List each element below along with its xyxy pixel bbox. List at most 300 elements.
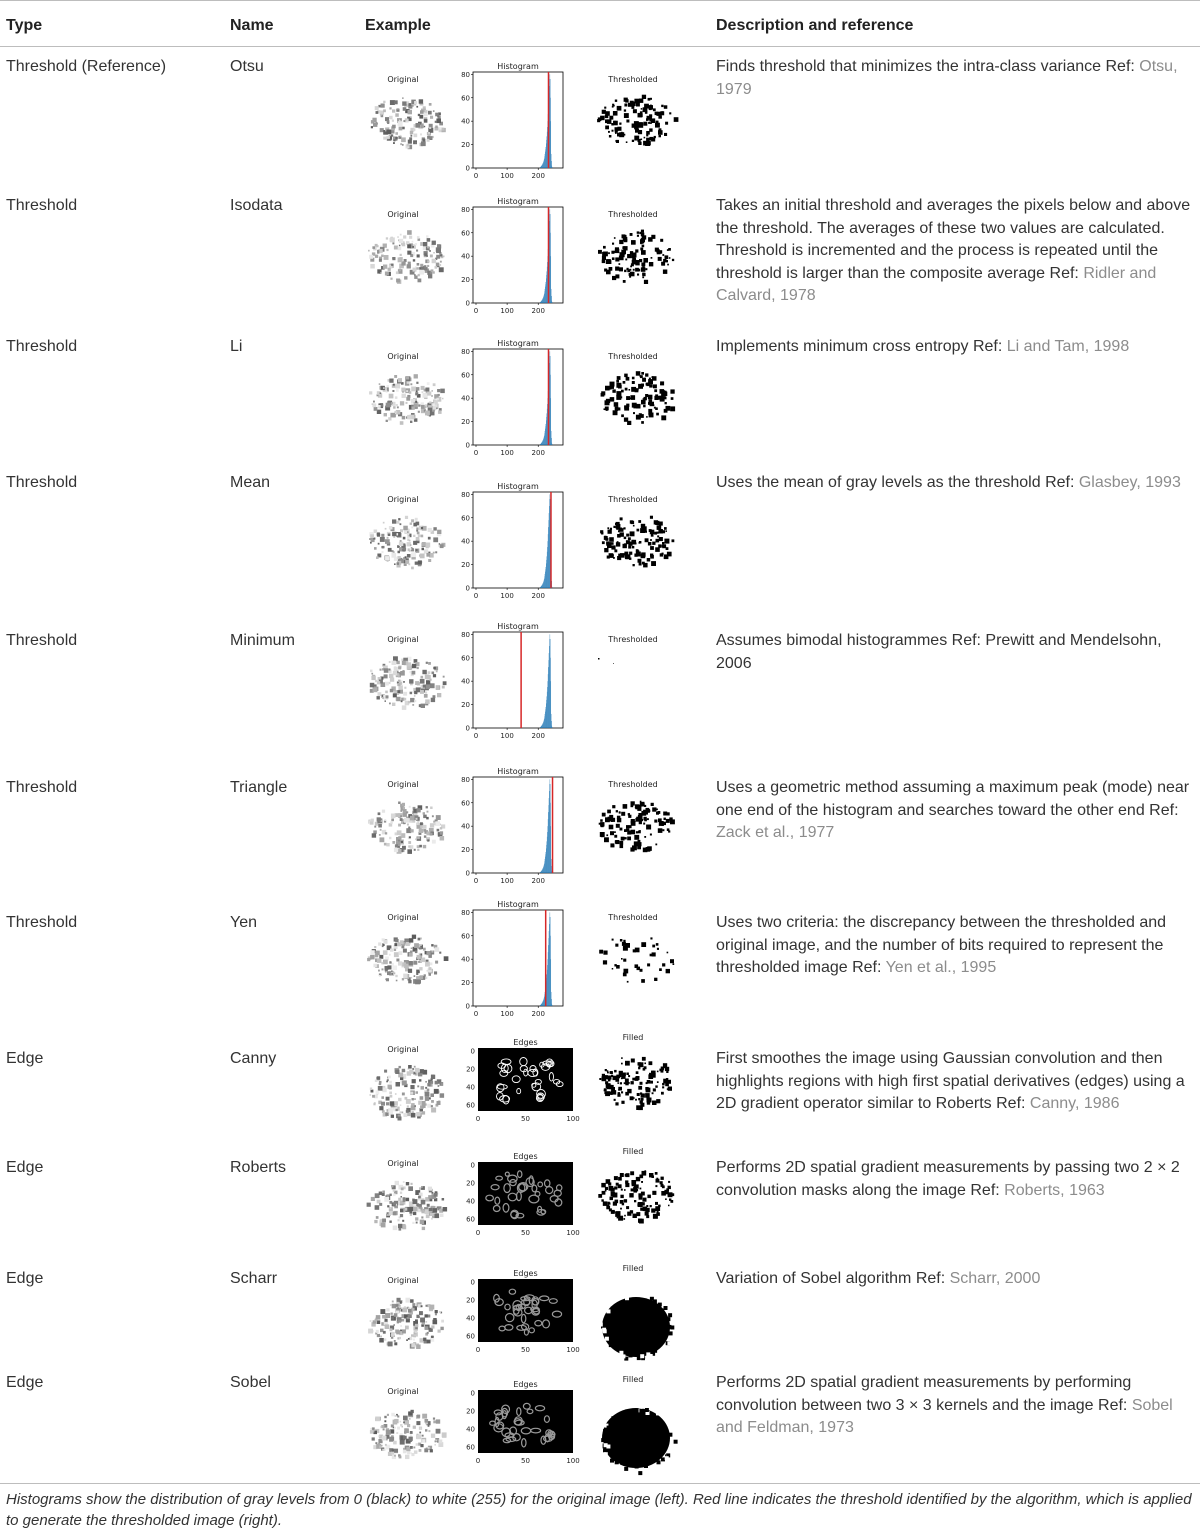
- image-pixel: [439, 264, 441, 266]
- image-pixel: [427, 392, 431, 396]
- image-pixel: [641, 139, 643, 141]
- image-pixel: [636, 831, 638, 833]
- image-pixel: [416, 528, 418, 530]
- image-pixel: [380, 669, 382, 671]
- image-pixel: [427, 1332, 429, 1334]
- image-pixel: [616, 824, 620, 828]
- image-pixel: [624, 969, 629, 974]
- image-pixel: [405, 1326, 409, 1330]
- image-pixel: [658, 544, 661, 547]
- image-pixel: [396, 1109, 398, 1111]
- image-pixel: [382, 1191, 385, 1194]
- image-pixel: [383, 1331, 386, 1334]
- image-pixel: [372, 833, 376, 837]
- image-pixel: [406, 390, 408, 392]
- row-name: Isodata: [230, 197, 283, 214]
- image-pixel: [384, 1338, 386, 1340]
- image-pixel: [432, 271, 434, 273]
- image-pixel: [437, 116, 439, 118]
- image-pixel: [410, 1214, 412, 1216]
- row-description: [716, 777, 1194, 845]
- image-pixel: [384, 819, 386, 821]
- image-pixel: [389, 1111, 393, 1115]
- image-pixel: [601, 532, 603, 534]
- image-pixel: [662, 829, 664, 831]
- y-tick-label: 80: [461, 490, 470, 499]
- image-pixel: [416, 823, 419, 826]
- image-pixel: [641, 979, 645, 983]
- image-pixel: [427, 265, 429, 267]
- reference-link[interactable]: Roberts, 1963: [1004, 1181, 1105, 1199]
- image-pixel: [395, 844, 398, 847]
- image-pixel: [656, 532, 658, 534]
- image-pixel: [601, 1438, 605, 1442]
- x-tick-label: 0: [473, 592, 479, 600]
- x-tick-label: 50: [521, 1346, 530, 1354]
- example-figure: [360, 763, 700, 885]
- image-pixel: [621, 1354, 625, 1358]
- image-pixel: [652, 376, 657, 381]
- image-pixel: [609, 267, 613, 271]
- image-pixel: [674, 117, 679, 122]
- image-pixel: [630, 272, 635, 277]
- image-pixel: [415, 1319, 418, 1322]
- image-pixel: [633, 412, 635, 414]
- image-pixel: [635, 964, 639, 968]
- image-pixel: [402, 846, 406, 850]
- image-pixel: [603, 1429, 607, 1433]
- image-pixel: [408, 262, 411, 265]
- image-pixel: [432, 259, 437, 264]
- image-pixel: [398, 1219, 400, 1221]
- image-pixel: [398, 802, 401, 805]
- image-pixel: [384, 668, 389, 673]
- image-pixel: [436, 815, 441, 820]
- image-pixel: [607, 259, 611, 263]
- image-pixel: [639, 805, 641, 807]
- image-pixel: [639, 830, 641, 832]
- image-pixel: [416, 1345, 421, 1350]
- image-pixel: [433, 527, 436, 530]
- image-pixel: [418, 411, 420, 413]
- image-pixel: [644, 1464, 648, 1468]
- image-pixel: [626, 1073, 629, 1076]
- image-pixel: [380, 114, 382, 116]
- image-pixel: [607, 527, 609, 529]
- image-pixel: [391, 1332, 395, 1336]
- image-pixel: [621, 1101, 624, 1104]
- image-pixel: [638, 1098, 640, 1100]
- edges-image: [478, 1279, 573, 1342]
- image-pixel: [621, 1091, 623, 1093]
- image-pixel: [643, 848, 648, 853]
- image-pixel: [643, 405, 646, 408]
- image-pixel: [649, 128, 652, 131]
- image-pixel: [384, 255, 389, 260]
- image-pixel: [393, 406, 396, 409]
- image-pixel: [391, 1424, 394, 1427]
- image-pixel: [391, 1185, 393, 1187]
- image-pixel: [416, 976, 419, 979]
- image-pixel: [407, 533, 410, 536]
- image-pixel: [420, 1427, 422, 1429]
- image-pixel: [381, 1102, 385, 1106]
- image-pixel: [417, 1415, 420, 1418]
- image-pixel: [372, 1095, 375, 1098]
- image-pixel: [420, 1444, 423, 1447]
- image-pixel: [605, 126, 609, 130]
- reference-link[interactable]: Zack et al., 1977: [716, 824, 835, 841]
- example-figure: [360, 193, 700, 315]
- image-pixel: [431, 1075, 435, 1079]
- image-pixel: [416, 387, 420, 391]
- image-pixel: [659, 396, 663, 400]
- image-pixel: [431, 944, 433, 946]
- image-pixel: [641, 238, 645, 242]
- image-pixel: [385, 832, 387, 834]
- image-pixel: [655, 394, 658, 397]
- image-pixel: [419, 953, 421, 955]
- image-pixel: [613, 526, 615, 528]
- image-pixel: [641, 1093, 645, 1097]
- header-example: Example: [365, 17, 431, 34]
- image-pixel: [396, 279, 400, 283]
- reference-link[interactable]: Scharr, 2000: [949, 1270, 1041, 1287]
- image-pixel: [397, 1415, 399, 1417]
- y-tick-label: 20: [461, 701, 470, 710]
- image-pixel: [413, 1447, 415, 1449]
- image-pixel: [645, 111, 648, 114]
- image-pixel: [416, 123, 421, 128]
- y-tick-label: 60: [466, 1332, 475, 1341]
- image-pixel: [382, 551, 384, 553]
- image-pixel: [409, 1070, 413, 1074]
- image-pixel: [400, 1209, 403, 1212]
- image-pixel: [427, 246, 429, 248]
- image-pixel: [377, 533, 380, 536]
- x-tick-label: 0: [475, 1115, 481, 1123]
- image-pixel: [394, 375, 397, 378]
- image-pixel: [627, 254, 631, 258]
- image-pixel: [614, 1099, 616, 1101]
- image-pixel: [401, 382, 404, 385]
- image-pixel: [402, 144, 404, 146]
- image-pixel: [438, 410, 442, 414]
- image-pixel: [395, 132, 398, 135]
- image-pixel: [415, 681, 419, 685]
- image-pixel: [395, 1093, 397, 1095]
- image-pixel: [418, 1196, 421, 1199]
- image-pixel: [415, 243, 417, 245]
- image-pixel: [640, 1208, 643, 1211]
- original-image: [369, 374, 445, 425]
- image-pixel: [402, 394, 406, 398]
- reference-link[interactable]: Otsu, 1979: [716, 58, 1178, 98]
- y-tick-label: 0: [470, 1278, 475, 1287]
- image-pixel: [386, 1102, 389, 1105]
- image-pixel: [420, 822, 423, 825]
- image-pixel: [617, 1094, 620, 1097]
- image-pixel: [413, 259, 415, 261]
- image-pixel: [626, 1206, 629, 1209]
- histogram-chart: [461, 62, 563, 180]
- y-tick-label: 0: [465, 869, 470, 878]
- image-pixel: [383, 944, 385, 946]
- image-pixel: [635, 268, 639, 272]
- image-pixel: [371, 819, 374, 822]
- image-pixel: [425, 543, 430, 548]
- image-pixel: [371, 673, 373, 675]
- x-tick-label: 0: [473, 732, 479, 740]
- original-title: Original: [387, 1045, 419, 1054]
- example-figure: [360, 896, 700, 1018]
- y-tick-label: 80: [461, 70, 470, 79]
- image-pixel: [436, 398, 439, 401]
- image-pixel: [644, 280, 648, 284]
- image-pixel: [639, 1175, 643, 1179]
- image-pixel: [431, 1434, 435, 1438]
- image-pixel: [437, 389, 440, 392]
- image-pixel: [620, 517, 623, 520]
- image-pixel: [411, 977, 413, 979]
- image-pixel: [607, 1426, 611, 1430]
- image-pixel: [630, 1171, 634, 1175]
- image-pixel: [410, 671, 412, 673]
- image-pixel: [406, 811, 408, 813]
- image-pixel: [635, 388, 637, 390]
- image-pixel: [430, 1213, 433, 1216]
- image-pixel: [439, 1209, 443, 1213]
- reference-link[interactable]: Li and Tam, 1998: [1006, 338, 1130, 355]
- image-pixel: [626, 396, 630, 400]
- x-tick-label: 200: [531, 732, 545, 740]
- image-pixel: [655, 1172, 658, 1175]
- image-pixel: [657, 1460, 661, 1464]
- image-pixel: [399, 269, 402, 272]
- original-title: Original: [387, 1159, 419, 1168]
- y-tick-label: 0: [465, 164, 470, 173]
- reference-link[interactable]: Glasbey, 1993: [1078, 474, 1181, 491]
- image-pixel: [615, 1460, 619, 1464]
- image-pixel: [612, 389, 615, 392]
- image-pixel: [429, 136, 432, 139]
- image-pixel: [379, 1203, 382, 1206]
- image-pixel: [413, 1212, 416, 1215]
- image-pixel: [608, 1182, 611, 1185]
- image-pixel: [392, 242, 394, 244]
- image-pixel: [392, 965, 397, 970]
- row-type: Threshold: [6, 474, 78, 491]
- image-pixel: [659, 250, 663, 254]
- image-pixel: [414, 691, 417, 694]
- image-pixel: [418, 274, 420, 276]
- reference-link[interactable]: Sobel and Feldman, 1973: [716, 1396, 1173, 1436]
- image-pixel: [400, 1214, 403, 1217]
- image-pixel: [613, 121, 618, 126]
- image-pixel: [600, 822, 604, 826]
- image-pixel: [421, 1305, 423, 1307]
- image-pixel: [665, 122, 668, 125]
- image-pixel: [651, 1175, 654, 1178]
- image-pixel: [410, 548, 412, 550]
- image-pixel: [376, 111, 379, 114]
- image-pixel: [615, 1102, 618, 1105]
- image-pixel: [598, 658, 600, 660]
- image-pixel: [601, 391, 605, 395]
- image-pixel: [385, 1313, 390, 1318]
- image-pixel: [641, 819, 643, 821]
- image-pixel: [637, 529, 640, 532]
- image-pixel: [611, 1192, 615, 1196]
- image-pixel: [418, 535, 421, 538]
- image-pixel: [402, 416, 406, 420]
- histogram-title: Histogram: [497, 622, 539, 631]
- image-pixel: [614, 1176, 618, 1180]
- image-pixel: [388, 534, 391, 537]
- image-pixel: [391, 1452, 394, 1455]
- image-pixel: [623, 280, 626, 283]
- image-pixel: [425, 1097, 429, 1101]
- image-pixel: [604, 1443, 608, 1447]
- image-pixel: [403, 807, 405, 809]
- image-pixel: [413, 961, 417, 965]
- description-text: Uses a geometric method assuming a maximum peak (mode) near one end of the histogram and searches toward the other end Ref:: [716, 779, 1190, 819]
- image-pixel: [599, 1323, 603, 1327]
- image-pixel: [370, 955, 375, 960]
- image-pixel: [626, 825, 629, 828]
- image-pixel: [630, 395, 635, 400]
- image-pixel: [657, 535, 659, 537]
- image-pixel: [656, 1179, 660, 1183]
- image-pixel: [667, 828, 670, 831]
- image-pixel: [416, 267, 419, 270]
- image-pixel: [648, 122, 650, 124]
- x-tick-label: 200: [531, 1010, 545, 1018]
- image-pixel: [390, 1328, 393, 1331]
- reference-link[interactable]: Ridler and Calvard, 1978: [716, 264, 1157, 304]
- image-pixel: [651, 534, 654, 537]
- row-description: [716, 630, 1194, 675]
- image-pixel: [617, 816, 621, 820]
- image-pixel: [654, 389, 657, 392]
- image-pixel: [650, 1205, 652, 1207]
- image-pixel: [371, 676, 375, 680]
- image-pixel: [618, 1184, 622, 1188]
- image-pixel: [424, 267, 427, 270]
- image-pixel: [650, 402, 655, 407]
- image-pixel: [417, 236, 420, 239]
- image-pixel: [425, 1419, 429, 1423]
- image-pixel: [374, 946, 376, 948]
- image-pixel: [624, 829, 627, 832]
- image-pixel: [400, 401, 404, 405]
- image-pixel: [422, 1101, 426, 1105]
- image-pixel: [401, 1112, 403, 1114]
- image-pixel: [426, 235, 429, 238]
- image-pixel: [650, 105, 652, 107]
- y-tick-label: 40: [461, 394, 470, 403]
- image-pixel: [421, 1086, 425, 1090]
- image-pixel: [655, 547, 660, 552]
- image-pixel: [379, 955, 383, 959]
- image-pixel: [610, 831, 614, 835]
- image-pixel: [394, 952, 399, 957]
- image-pixel: [377, 817, 381, 821]
- image-pixel: [394, 1427, 396, 1429]
- image-pixel: [441, 1083, 443, 1085]
- image-pixel: [651, 1071, 654, 1074]
- image-pixel: [436, 686, 439, 689]
- image-pixel: [414, 1066, 416, 1068]
- y-tick-label: 20: [461, 561, 470, 570]
- image-pixel: [632, 845, 637, 850]
- image-pixel: [604, 1088, 607, 1091]
- filled-image: [600, 1408, 678, 1475]
- image-pixel: [432, 840, 436, 844]
- image-pixel: [645, 1208, 649, 1212]
- image-pixel: [388, 417, 391, 420]
- image-pixel: [406, 1198, 410, 1202]
- row-description: [716, 1268, 1194, 1291]
- image-pixel: [407, 1317, 409, 1319]
- image-pixel: [605, 1081, 608, 1084]
- image-pixel: [443, 1207, 448, 1212]
- image-pixel: [413, 1426, 416, 1429]
- image-pixel: [614, 831, 616, 833]
- filled-title: Filled: [622, 1147, 644, 1156]
- row-name: Minimum: [230, 632, 295, 649]
- image-pixel: [635, 1099, 637, 1101]
- image-pixel: [616, 259, 618, 261]
- image-pixel: [661, 111, 663, 113]
- image-pixel: [383, 960, 388, 965]
- row-type: Edge: [6, 1270, 44, 1287]
- reference-link[interactable]: Yen et al., 1995: [885, 959, 997, 976]
- image-pixel: [641, 230, 644, 233]
- image-pixel: [413, 128, 416, 131]
- image-pixel: [423, 812, 425, 814]
- image-pixel: [387, 1213, 389, 1215]
- image-pixel: [603, 252, 608, 257]
- image-pixel: [392, 550, 394, 552]
- image-pixel: [637, 231, 639, 233]
- image-pixel: [419, 99, 423, 103]
- x-tick-label: 200: [531, 877, 545, 885]
- image-pixel: [369, 1094, 371, 1096]
- image-pixel: [607, 119, 612, 124]
- image-pixel: [412, 935, 416, 939]
- x-tick-label: 50: [521, 1229, 530, 1237]
- reference-link[interactable]: Canny, 1986: [1029, 1095, 1120, 1112]
- y-tick-label: 60: [461, 371, 470, 380]
- x-tick-label: 0: [475, 1457, 481, 1465]
- image-pixel: [417, 667, 419, 669]
- image-pixel: [630, 1096, 634, 1100]
- image-pixel: [665, 1198, 667, 1200]
- image-pixel: [379, 259, 382, 262]
- image-pixel: [417, 825, 421, 829]
- image-pixel: [625, 1079, 629, 1083]
- image-pixel: [638, 840, 641, 843]
- image-pixel: [379, 1081, 382, 1084]
- image-pixel: [605, 1337, 609, 1341]
- image-pixel: [629, 389, 631, 391]
- image-pixel: [386, 1081, 388, 1083]
- image-pixel: [402, 661, 406, 665]
- image-pixel: [646, 1088, 651, 1093]
- image-pixel: [386, 403, 391, 408]
- image-pixel: [652, 1191, 656, 1195]
